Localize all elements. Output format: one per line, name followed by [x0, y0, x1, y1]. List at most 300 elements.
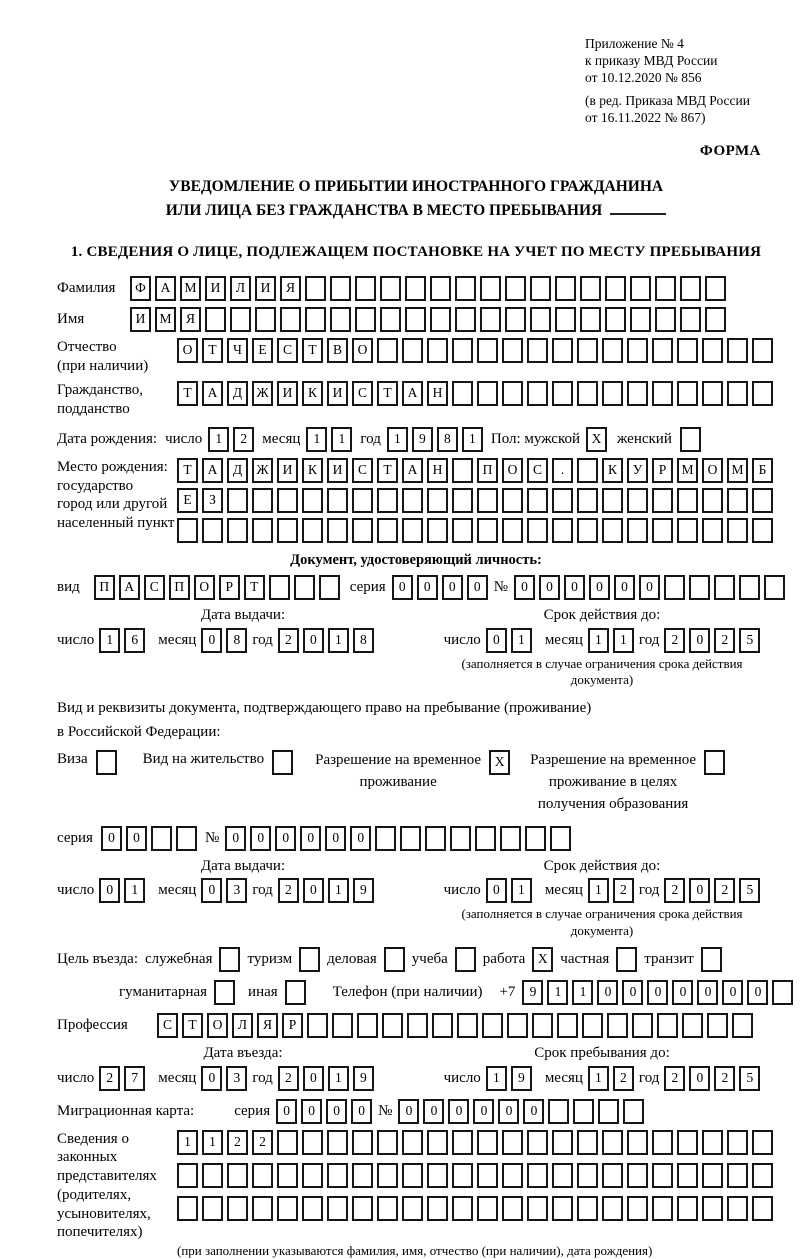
purpose-transit-checkbox[interactable] [701, 947, 722, 972]
form-cell[interactable] [502, 381, 523, 406]
form-cell[interactable]: Ж [252, 381, 273, 406]
form-cell[interactable] [657, 1013, 678, 1038]
purpose-study-checkbox[interactable] [455, 947, 476, 972]
form-cell[interactable] [577, 381, 598, 406]
form-cell[interactable] [507, 1013, 528, 1038]
form-cell[interactable] [552, 518, 573, 543]
form-cell[interactable] [307, 1013, 328, 1038]
form-cell[interactable] [605, 276, 626, 301]
form-cell[interactable]: 0 [101, 826, 122, 851]
form-cell[interactable] [627, 1163, 648, 1188]
migration-series-cells[interactable] [276, 1099, 372, 1124]
form-cell[interactable]: С [352, 381, 373, 406]
form-cell[interactable] [677, 381, 698, 406]
form-cell[interactable]: 0 [201, 1066, 222, 1091]
form-cell[interactable] [577, 1163, 598, 1188]
form-cell[interactable]: 0 [614, 575, 635, 600]
form-cell[interactable]: И [327, 458, 348, 483]
residence-issue-year-cells[interactable] [278, 878, 374, 903]
form-cell[interactable] [380, 276, 401, 301]
form-cell[interactable] [452, 381, 473, 406]
form-cell[interactable] [752, 381, 773, 406]
form-cell[interactable] [705, 307, 726, 332]
form-cell[interactable]: Т [177, 458, 198, 483]
form-cell[interactable]: 2 [714, 1066, 735, 1091]
form-cell[interactable] [677, 338, 698, 363]
birthplace-cells-row2[interactable] [177, 488, 773, 513]
form-cell[interactable]: 8 [226, 628, 247, 653]
stay-year-cells[interactable] [664, 1066, 760, 1091]
form-cell[interactable]: 1 [486, 1066, 507, 1091]
form-cell[interactable] [502, 1163, 523, 1188]
form-cell[interactable] [294, 575, 315, 600]
form-cell[interactable] [407, 1013, 428, 1038]
form-cell[interactable]: А [155, 276, 176, 301]
form-cell[interactable] [384, 947, 405, 972]
form-cell[interactable]: Т [244, 575, 265, 600]
form-cell[interactable] [577, 488, 598, 513]
residence-issue-day-cells[interactable] [99, 878, 145, 903]
form-cell[interactable] [502, 488, 523, 513]
form-cell[interactable] [732, 1013, 753, 1038]
form-cell[interactable] [452, 1196, 473, 1221]
identity-kind-cells[interactable] [94, 575, 340, 600]
form-cell[interactable] [630, 307, 651, 332]
form-cell[interactable]: 1 [328, 878, 349, 903]
form-cell[interactable] [627, 488, 648, 513]
form-cell[interactable] [380, 307, 401, 332]
form-cell[interactable] [764, 575, 785, 600]
form-cell[interactable]: П [477, 458, 498, 483]
form-cell[interactable] [627, 1130, 648, 1155]
form-cell[interactable] [357, 1013, 378, 1038]
form-cell[interactable]: Н [427, 381, 448, 406]
form-cell[interactable] [602, 518, 623, 543]
form-cell[interactable] [555, 276, 576, 301]
form-cell[interactable] [214, 980, 235, 1005]
form-cell[interactable] [702, 1130, 723, 1155]
form-cell[interactable] [377, 488, 398, 513]
legal-reps-cells-row2[interactable] [177, 1163, 773, 1188]
form-cell[interactable]: 2 [664, 1066, 685, 1091]
form-cell[interactable] [480, 307, 501, 332]
purpose-business-checkbox[interactable] [384, 947, 405, 972]
form-cell[interactable] [202, 518, 223, 543]
form-cell[interactable]: М [155, 307, 176, 332]
form-cell[interactable] [482, 1013, 503, 1038]
form-cell[interactable]: Т [182, 1013, 203, 1038]
form-cell[interactable]: А [402, 458, 423, 483]
migration-number-cells[interactable] [398, 1099, 644, 1124]
form-cell[interactable] [177, 1196, 198, 1221]
identity-expiry-year-cells[interactable] [664, 628, 760, 653]
form-cell[interactable] [477, 338, 498, 363]
form-cell[interactable] [352, 518, 373, 543]
form-cell[interactable] [525, 826, 546, 851]
form-cell[interactable]: 0 [689, 1066, 710, 1091]
form-cell[interactable] [255, 307, 276, 332]
form-cell[interactable]: 2 [278, 1066, 299, 1091]
form-cell[interactable] [252, 518, 273, 543]
form-cell[interactable] [677, 488, 698, 513]
form-cell[interactable]: 0 [326, 1099, 347, 1124]
form-cell[interactable]: 1 [124, 878, 145, 903]
form-cell[interactable] [402, 1163, 423, 1188]
form-cell[interactable] [702, 1163, 723, 1188]
residence-number-cells[interactable] [225, 826, 571, 851]
form-cell[interactable]: 1 [331, 427, 352, 452]
form-cell[interactable]: 0 [442, 575, 463, 600]
form-cell[interactable]: 0 [448, 1099, 469, 1124]
purpose-humanitarian-checkbox[interactable] [214, 980, 235, 1005]
form-cell[interactable]: Л [232, 1013, 253, 1038]
form-cell[interactable] [302, 488, 323, 513]
form-cell[interactable] [302, 1130, 323, 1155]
form-cell[interactable] [652, 1163, 673, 1188]
form-cell[interactable]: И [130, 307, 151, 332]
form-cell[interactable] [425, 826, 446, 851]
form-cell[interactable]: 5 [739, 878, 760, 903]
form-cell[interactable] [705, 276, 726, 301]
form-cell[interactable] [302, 1163, 323, 1188]
form-cell[interactable] [352, 1196, 373, 1221]
form-cell[interactable] [377, 338, 398, 363]
form-cell[interactable] [727, 518, 748, 543]
form-cell[interactable] [252, 1163, 273, 1188]
form-cell[interactable] [227, 488, 248, 513]
form-cell[interactable] [577, 338, 598, 363]
form-cell[interactable] [455, 307, 476, 332]
residence-expiry-month-cells[interactable] [588, 878, 634, 903]
sex-male-checkbox[interactable] [586, 427, 607, 452]
identity-issue-year-cells[interactable] [278, 628, 374, 653]
form-cell[interactable]: 2 [714, 628, 735, 653]
form-cell[interactable]: 0 [523, 1099, 544, 1124]
form-cell[interactable] [582, 1013, 603, 1038]
form-cell[interactable]: 2 [613, 1066, 634, 1091]
form-cell[interactable] [552, 488, 573, 513]
form-cell[interactable] [227, 1163, 248, 1188]
form-cell[interactable]: А [202, 381, 223, 406]
form-cell[interactable]: Ч [227, 338, 248, 363]
form-cell[interactable]: У [627, 458, 648, 483]
form-cell[interactable]: Н [427, 458, 448, 483]
form-cell[interactable] [151, 826, 172, 851]
form-cell[interactable] [527, 1163, 548, 1188]
form-cell[interactable] [280, 307, 301, 332]
form-cell[interactable]: Р [652, 458, 673, 483]
form-cell[interactable]: 0 [275, 826, 296, 851]
form-cell[interactable] [602, 381, 623, 406]
residence-expiry-year-cells[interactable] [664, 878, 760, 903]
purpose-other-checkbox[interactable] [285, 980, 306, 1005]
form-cell[interactable] [727, 381, 748, 406]
form-cell[interactable]: . [552, 458, 573, 483]
form-cell[interactable]: 0 [300, 826, 321, 851]
form-cell[interactable] [752, 1196, 773, 1221]
form-cell[interactable]: Т [377, 458, 398, 483]
form-cell[interactable] [355, 307, 376, 332]
form-cell[interactable] [602, 1196, 623, 1221]
form-cell[interactable] [727, 488, 748, 513]
form-cell[interactable] [450, 826, 471, 851]
visa-checkbox[interactable] [96, 750, 117, 775]
form-cell[interactable]: С [277, 338, 298, 363]
form-cell[interactable]: Т [377, 381, 398, 406]
form-cell[interactable] [577, 1196, 598, 1221]
identity-issue-day-cells[interactable] [99, 628, 145, 653]
form-cell[interactable]: 0 [303, 1066, 324, 1091]
form-cell[interactable] [727, 1196, 748, 1221]
citizenship-cells[interactable] [177, 381, 773, 406]
birthdate-year-cells[interactable] [387, 427, 483, 452]
form-cell[interactable] [552, 338, 573, 363]
form-cell[interactable]: И [277, 381, 298, 406]
form-cell[interactable]: 0 [597, 980, 618, 1005]
form-cell[interactable]: О [702, 458, 723, 483]
form-cell[interactable] [355, 276, 376, 301]
form-cell[interactable] [477, 381, 498, 406]
stay-day-cells[interactable] [486, 1066, 532, 1091]
form-cell[interactable] [577, 518, 598, 543]
form-cell[interactable] [452, 1130, 473, 1155]
form-cell[interactable]: Е [177, 488, 198, 513]
form-cell[interactable]: 2 [252, 1130, 273, 1155]
form-cell[interactable] [527, 338, 548, 363]
form-cell[interactable]: М [180, 276, 201, 301]
form-cell[interactable]: М [727, 458, 748, 483]
form-cell[interactable] [475, 826, 496, 851]
form-cell[interactable]: 0 [398, 1099, 419, 1124]
form-cell[interactable] [327, 1163, 348, 1188]
form-cell[interactable] [677, 1130, 698, 1155]
form-cell[interactable] [177, 518, 198, 543]
form-cell[interactable] [502, 1130, 523, 1155]
form-cell[interactable] [652, 518, 673, 543]
form-cell[interactable] [689, 575, 710, 600]
form-cell[interactable] [555, 307, 576, 332]
form-cell[interactable]: Е [252, 338, 273, 363]
form-cell[interactable] [377, 518, 398, 543]
form-cell[interactable]: 0 [276, 1099, 297, 1124]
identity-issue-month-cells[interactable] [201, 628, 247, 653]
form-cell[interactable] [652, 488, 673, 513]
form-cell[interactable] [602, 1130, 623, 1155]
form-cell[interactable] [652, 381, 673, 406]
form-cell[interactable]: 1 [328, 628, 349, 653]
form-cell[interactable] [402, 518, 423, 543]
form-cell[interactable] [752, 518, 773, 543]
form-cell[interactable]: 0 [126, 826, 147, 851]
birthdate-month-cells[interactable] [306, 427, 352, 452]
form-cell[interactable]: 0 [539, 575, 560, 600]
form-cell[interactable] [701, 947, 722, 972]
form-cell[interactable]: 0 [201, 628, 222, 653]
form-cell[interactable] [627, 338, 648, 363]
form-cell[interactable]: 1 [588, 878, 609, 903]
residence-expiry-day-cells[interactable] [486, 878, 532, 903]
residence-issue-month-cells[interactable] [201, 878, 247, 903]
form-cell[interactable] [527, 488, 548, 513]
form-cell[interactable]: Б [752, 458, 773, 483]
form-cell[interactable]: 9 [353, 878, 374, 903]
form-cell[interactable] [602, 488, 623, 513]
purpose-tourism-checkbox[interactable] [299, 947, 320, 972]
form-cell[interactable]: 1 [572, 980, 593, 1005]
form-cell[interactable]: 0 [250, 826, 271, 851]
form-cell[interactable] [702, 1196, 723, 1221]
form-cell[interactable]: 6 [124, 628, 145, 653]
form-cell[interactable]: 2 [664, 628, 685, 653]
form-cell[interactable]: О [352, 338, 373, 363]
form-cell[interactable] [664, 575, 685, 600]
form-cell[interactable] [455, 947, 476, 972]
form-cell[interactable] [500, 826, 521, 851]
form-cell[interactable]: Т [202, 338, 223, 363]
form-cell[interactable]: Р [282, 1013, 303, 1038]
form-cell[interactable]: 8 [353, 628, 374, 653]
form-cell[interactable] [302, 518, 323, 543]
form-cell[interactable]: 2 [613, 878, 634, 903]
form-cell[interactable] [205, 307, 226, 332]
form-cell[interactable] [505, 276, 526, 301]
entry-day-cells[interactable] [99, 1066, 145, 1091]
form-cell[interactable] [285, 980, 306, 1005]
form-cell[interactable]: 5 [739, 628, 760, 653]
form-cell[interactable] [702, 518, 723, 543]
form-cell[interactable]: Т [177, 381, 198, 406]
form-cell[interactable]: 8 [437, 427, 458, 452]
purpose-private-checkbox[interactable] [616, 947, 637, 972]
birthplace-cells-row3[interactable] [177, 518, 773, 543]
form-cell[interactable] [430, 307, 451, 332]
form-cell[interactable]: 1 [177, 1130, 198, 1155]
form-cell[interactable] [680, 427, 701, 452]
form-cell[interactable] [427, 518, 448, 543]
form-cell[interactable] [502, 1196, 523, 1221]
form-cell[interactable] [96, 750, 117, 775]
form-cell[interactable] [527, 1196, 548, 1221]
form-cell[interactable]: 2 [278, 878, 299, 903]
form-cell[interactable]: X [532, 947, 553, 972]
form-cell[interactable] [402, 338, 423, 363]
form-cell[interactable] [607, 1013, 628, 1038]
form-cell[interactable] [680, 276, 701, 301]
form-cell[interactable]: 0 [392, 575, 413, 600]
form-cell[interactable] [505, 307, 526, 332]
form-cell[interactable] [277, 1130, 298, 1155]
legal-reps-cells-row3[interactable] [177, 1196, 773, 1221]
form-cell[interactable]: 0 [473, 1099, 494, 1124]
form-cell[interactable]: 2 [227, 1130, 248, 1155]
form-cell[interactable]: Т [302, 338, 323, 363]
form-cell[interactable] [272, 750, 293, 775]
form-cell[interactable]: 0 [486, 878, 507, 903]
form-cell[interactable] [739, 575, 760, 600]
form-cell[interactable]: С [527, 458, 548, 483]
form-cell[interactable]: 2 [99, 1066, 120, 1091]
form-cell[interactable] [402, 1196, 423, 1221]
form-cell[interactable] [707, 1013, 728, 1038]
form-cell[interactable] [480, 276, 501, 301]
phone-cells[interactable] [522, 980, 793, 1005]
identity-expiry-day-cells[interactable] [486, 628, 532, 653]
form-cell[interactable] [577, 1130, 598, 1155]
form-cell[interactable] [502, 338, 523, 363]
form-cell[interactable]: 0 [697, 980, 718, 1005]
form-cell[interactable] [702, 338, 723, 363]
form-cell[interactable] [299, 947, 320, 972]
form-cell[interactable] [655, 307, 676, 332]
form-cell[interactable]: 1 [306, 427, 327, 452]
form-cell[interactable] [752, 338, 773, 363]
form-cell[interactable] [452, 518, 473, 543]
form-cell[interactable]: И [327, 381, 348, 406]
form-cell[interactable]: 0 [467, 575, 488, 600]
form-cell[interactable]: 0 [99, 878, 120, 903]
form-cell[interactable] [202, 1163, 223, 1188]
form-cell[interactable] [302, 1196, 323, 1221]
form-cell[interactable]: К [302, 381, 323, 406]
form-cell[interactable]: А [402, 381, 423, 406]
form-cell[interactable]: Д [227, 458, 248, 483]
form-cell[interactable]: 0 [303, 878, 324, 903]
form-cell[interactable] [527, 518, 548, 543]
form-cell[interactable]: С [157, 1013, 178, 1038]
form-cell[interactable] [580, 307, 601, 332]
form-cell[interactable] [305, 276, 326, 301]
form-cell[interactable]: 9 [412, 427, 433, 452]
form-cell[interactable]: 1 [511, 878, 532, 903]
form-cell[interactable] [677, 1163, 698, 1188]
purpose-work-checkbox[interactable] [532, 947, 553, 972]
form-cell[interactable]: П [94, 575, 115, 600]
form-cell[interactable]: Я [180, 307, 201, 332]
form-cell[interactable] [277, 518, 298, 543]
form-cell[interactable]: 0 [622, 980, 643, 1005]
form-cell[interactable]: И [277, 458, 298, 483]
form-cell[interactable] [702, 488, 723, 513]
form-cell[interactable]: 2 [278, 628, 299, 653]
form-cell[interactable] [219, 947, 240, 972]
form-cell[interactable]: П [169, 575, 190, 600]
form-cell[interactable] [552, 1196, 573, 1221]
form-cell[interactable]: 1 [511, 628, 532, 653]
form-cell[interactable] [623, 1099, 644, 1124]
form-cell[interactable] [552, 381, 573, 406]
form-cell[interactable] [377, 1196, 398, 1221]
form-cell[interactable] [577, 458, 598, 483]
legal-reps-cells-row1[interactable] [177, 1130, 773, 1155]
form-cell[interactable]: К [602, 458, 623, 483]
form-cell[interactable]: 0 [514, 575, 535, 600]
form-cell[interactable] [477, 1163, 498, 1188]
form-cell[interactable] [552, 1163, 573, 1188]
form-cell[interactable] [652, 1196, 673, 1221]
form-cell[interactable]: 1 [387, 427, 408, 452]
form-cell[interactable] [573, 1099, 594, 1124]
form-cell[interactable] [457, 1013, 478, 1038]
form-cell[interactable] [277, 488, 298, 513]
form-cell[interactable] [277, 1163, 298, 1188]
form-cell[interactable]: 9 [353, 1066, 374, 1091]
form-cell[interactable] [752, 488, 773, 513]
form-cell[interactable] [752, 1163, 773, 1188]
form-cell[interactable]: 0 [589, 575, 610, 600]
form-cell[interactable]: 0 [689, 878, 710, 903]
form-cell[interactable]: Р [219, 575, 240, 600]
form-cell[interactable] [430, 276, 451, 301]
